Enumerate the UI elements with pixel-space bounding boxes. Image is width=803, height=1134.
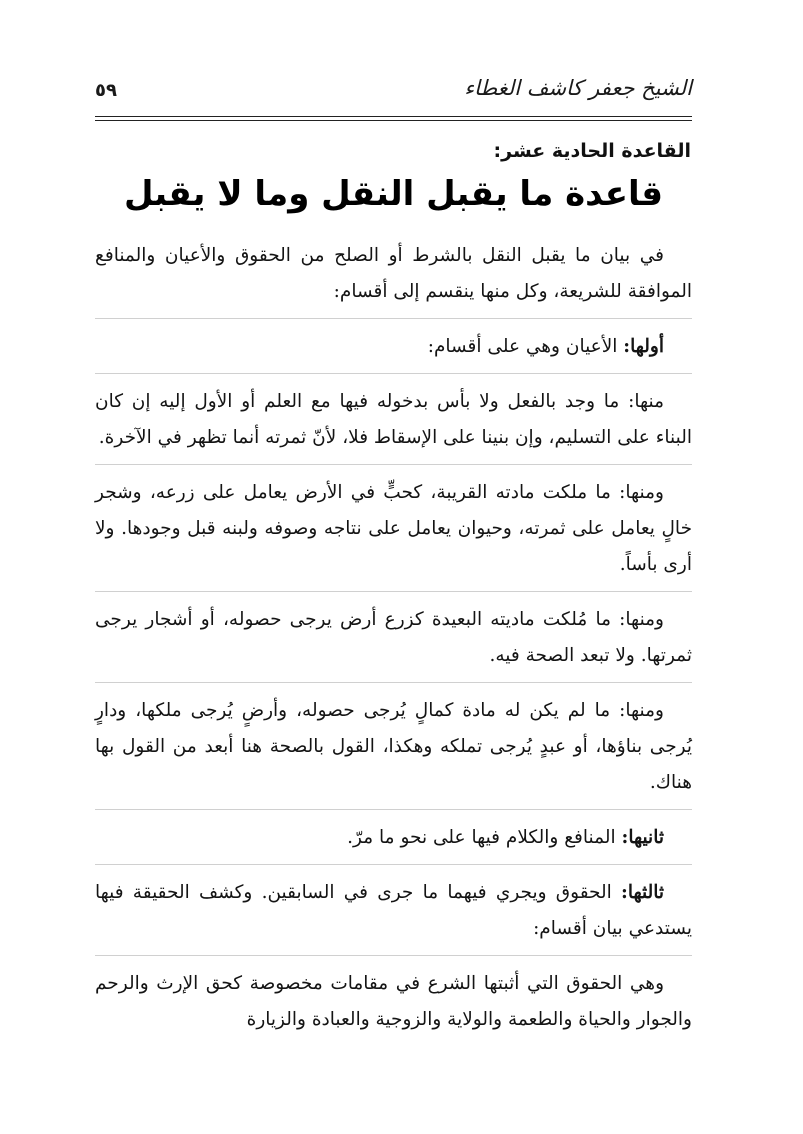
paragraph [95,384,692,465]
paragraph [95,966,692,1046]
page-number: ٥٩ [95,80,117,101]
paragraph-text: في بيان ما يقبل النقل بالشرط أو الصلح من الحقوق والأعيان والمنافع الموافقة للشريعة، وكل منها ينقسم إلى أقسام: [95,245,692,302]
running-header-title: الشيخ جعفر كاشف الغطاء [464,76,692,100]
header-divider-top [95,116,692,117]
paragraph-text: الأعيان وهي على أقسام: [427,336,624,357]
page-title: قاعدة ما يقبل النقل وما لا يقبل [123,174,664,214]
paragraph-text: وهي الحقوق التي أثبتها الشرع في مقامات مخصوصة كحق الإرث والرحم والجوار والحياة والطعمة والولاية والزوجية والعبادة والزيارة [95,973,692,1030]
paragraph-text: منها: ما وجد بالفعل ولا بأس بدخوله فيها مع العلم أو الأول إليه إن كان البناء على التسليم، وإن بنينا على الإسقاط فلا، لأنّ ثمرته أنما تظهر في الآخرة. [95,391,692,448]
paragraph-text: المنافع والكلام فيها على نحو ما مرّ. [347,827,622,848]
paragraph [95,238,692,319]
paragraph [95,329,692,374]
paragraph-text: ومنها: ما مُلكت ماديته البعيدة كزرع أرض يرجى حصوله، أو أشجار يرجى ثمرتها. ولا تبعد الصحة فيه. [95,609,692,666]
page-header [95,72,692,112]
header-divider-bottom [95,120,692,121]
paragraph-lead: ثالثها: [621,882,664,903]
paragraph [95,693,692,810]
paragraph [95,602,692,683]
section-label: القاعدة الحادية عشر: [493,140,691,162]
paragraph [95,875,692,956]
paragraph-text: ومنها: ما ملكت مادته القريبة، كحبٍّ في الأرض يعامل على زرعه، وشجر خالٍ يعامل على ثمرته، وحيوان يعامل على نتاجه وصوفه ولبنه قبل وجودها. ولا أرى بأساً. [95,482,692,575]
paragraph-text: الحقوق ويجري فيهما ما جرى في السابقين. وكشف الحقيقة فيها يستدعي بيان أقسام: [95,882,692,939]
body-text [95,238,692,1056]
paragraph-text: ومنها: ما لم يكن له مادة كمالٍ يُرجى حصوله، وأرضٍ يُرجى ملكها، ودارٍ يُرجى بناؤها، أو عبدٍ يُرجى تملكه وهكذا، القول بالصحة هنا أبعد من القول بها هناك. [95,700,692,793]
paragraph-lead: ثانيها: [621,827,664,848]
paragraph-lead: أولها: [623,336,664,357]
paragraph [95,820,692,865]
paragraph [95,475,692,592]
